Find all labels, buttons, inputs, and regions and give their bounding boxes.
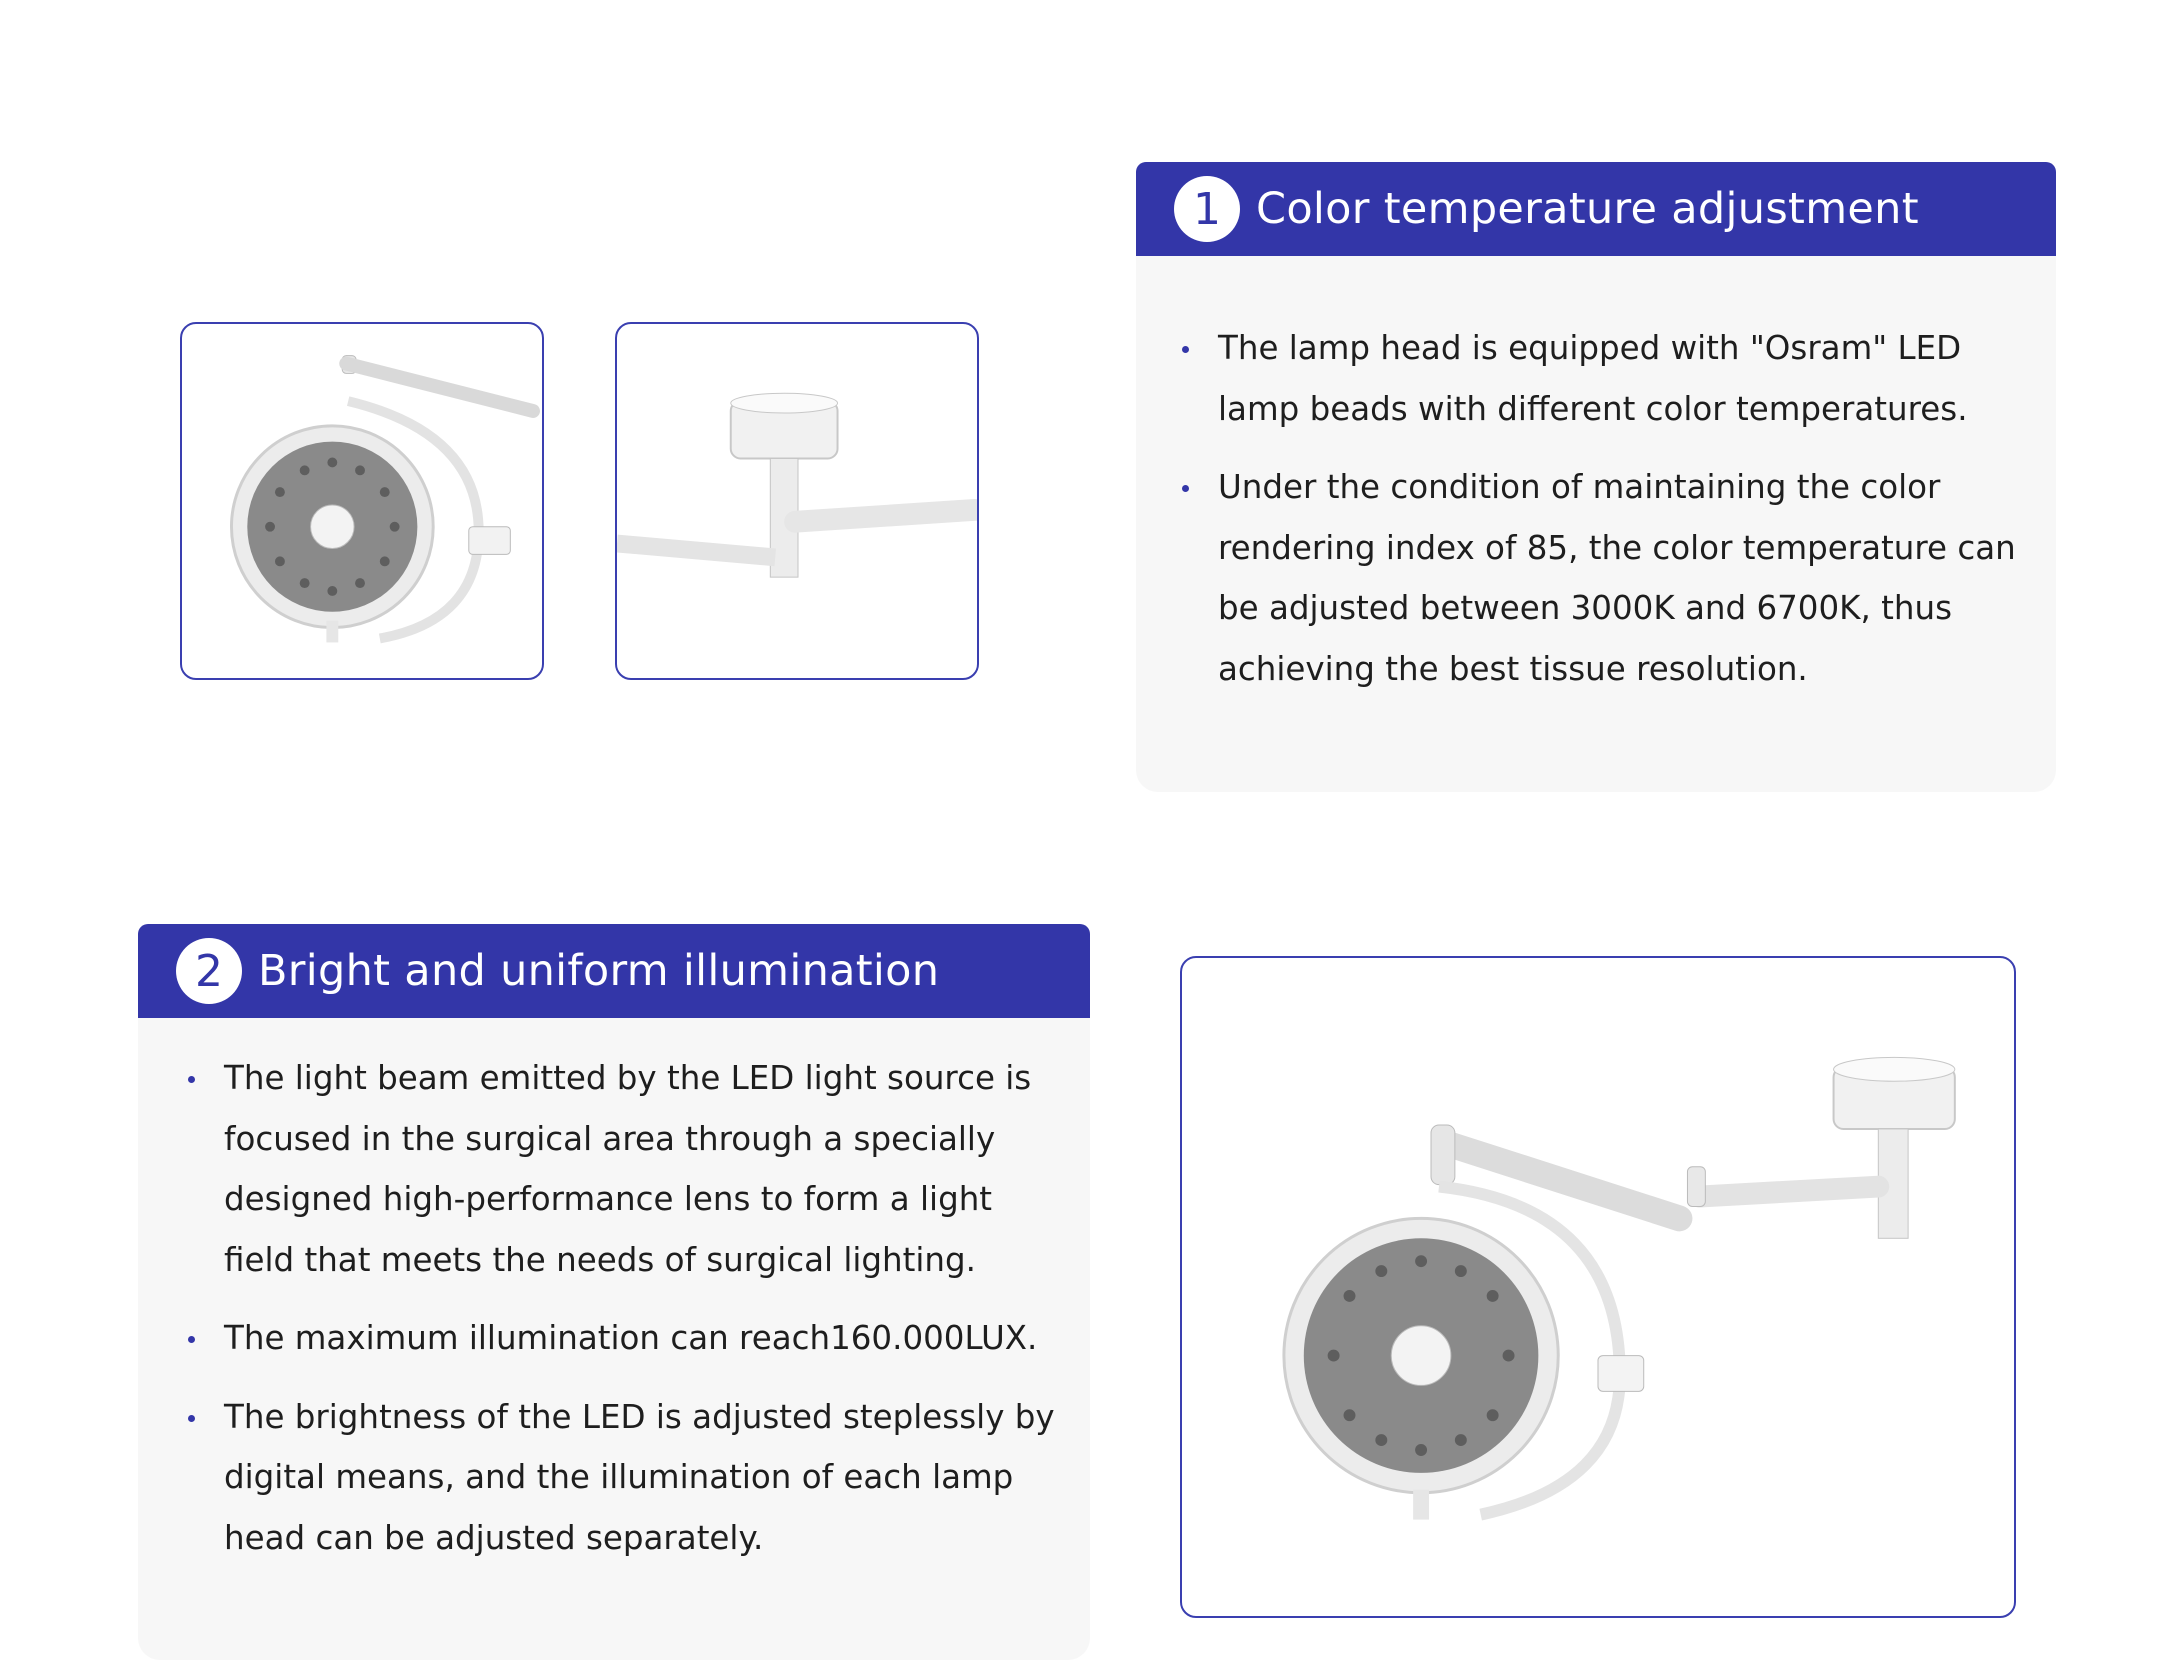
list-item: The brightness of the LED is adjusted steplessly by digital means, and the illumination of each lamp head can be adjusted separately.: [184, 1387, 1064, 1569]
card-title: Color temperature adjustment: [1256, 184, 1919, 234]
surgical-lamp-full-icon: [1182, 958, 2014, 1616]
surgical-lamp-head-icon: [182, 324, 542, 678]
card-header: [1136, 162, 2056, 256]
feature-list: [1178, 318, 2018, 717]
feature-card-illumination: [138, 924, 1090, 1660]
surgical-lamp-image: [1180, 956, 2016, 1618]
lamp-head-image: [180, 322, 544, 680]
list-item: The light beam emitted by the LED light source is focused in the surgical area through a specially designed high-performance lens to form a light field that meets the needs of surgical lighting.: [184, 1048, 1064, 1290]
card-title: Bright and uniform illumination: [258, 946, 940, 996]
feature-list: [184, 1048, 1064, 1586]
step-number-badge: 2: [176, 938, 242, 1004]
card-header: [138, 924, 1090, 1018]
list-item: Under the condition of maintaining the color rendering index of 85, the color temperature can be adjusted between 3000K and 6700K, thus achieving the best tissue resolution.: [1178, 457, 2018, 699]
ceiling-mount-arm-icon: [617, 324, 977, 678]
list-item: The maximum illumination can reach160.000LUX.: [184, 1308, 1064, 1369]
feature-card-color-temperature: [1136, 162, 2056, 792]
step-number-badge: 1: [1174, 176, 1240, 242]
list-item: The lamp head is equipped with "Osram" LED lamp beads with different color temperatures.: [1178, 318, 2018, 439]
ceiling-mount-image: [615, 322, 979, 680]
